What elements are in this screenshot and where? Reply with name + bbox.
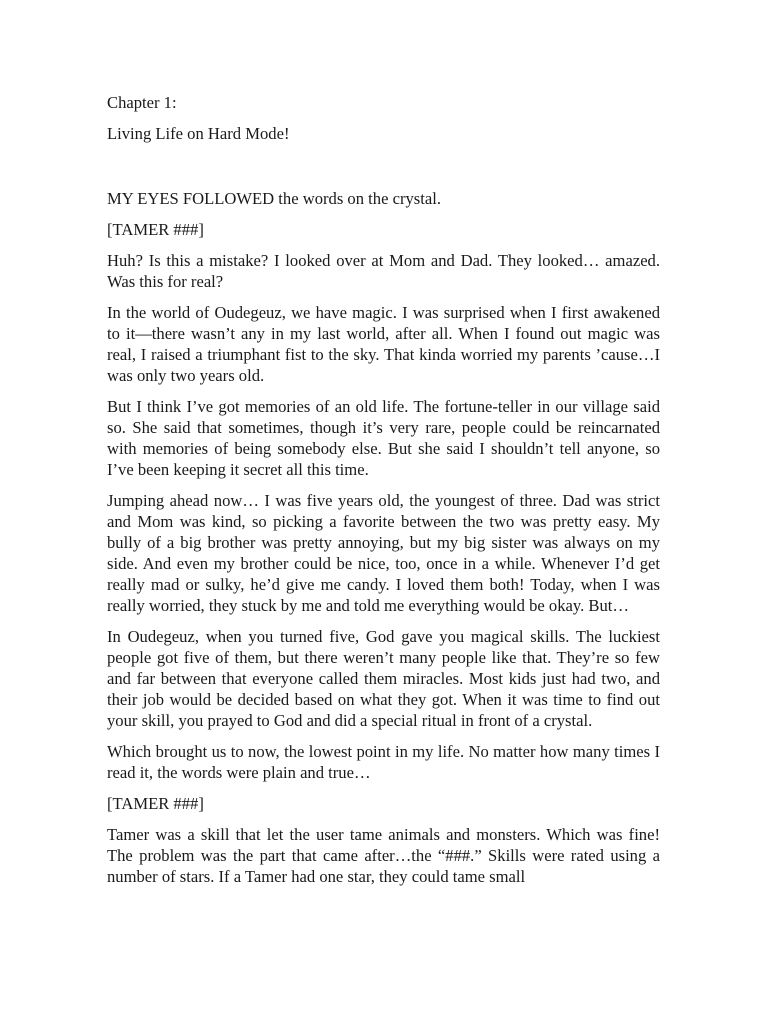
paragraph: Huh? Is this a mistake? I looked over at Mom and Dad. They looked… amazed. Was this for real? xyxy=(107,251,660,291)
paragraph: Jumping ahead now… I was five years old, the youngest of three. Dad was strict and Mom was kind, so picking a favorite between the two was pretty easy. My bully of a big brother was pretty annoying, but my big sister was always on my side. And even my brother could be nice, too, once in a while. Whenever I’d get really mad or sulky, he’d give me candy. I loved them both! Today, when I was really worried, they stuck by me and told me everything would be okay. But… xyxy=(107,491,660,615)
paragraph: In the world of Oudegeuz, we have magic. I was surprised when I first awakened to it—there wasn’t any in my last world, after all. When I found out magic was real, I raised a triumphant fist to the sky. That kinda worried my parents ’cause…I was only two years old. xyxy=(107,303,660,385)
paragraph: [TAMER ###] xyxy=(107,220,204,239)
chapter-title: Living Life on Hard Mode! xyxy=(107,124,290,143)
document-body xyxy=(107,92,660,897)
chapter-label: Chapter 1: xyxy=(107,93,177,112)
paragraph: MY EYES FOLLOWED the words on the crystal. xyxy=(107,189,441,208)
paragraph: Which brought us to now, the lowest point in my life. No matter how many times I read it, the words were plain and true… xyxy=(107,742,660,782)
paragraph: In Oudegeuz, when you turned five, God gave you magical skills. The luckiest people got five of them, but there weren’t many people like that. They’re so few and far between that everyone called them miracles. Most kids just had two, and their job would be decided based on what they got. When it was time to find out your skill, you prayed to God and did a special ritual in front of a crystal. xyxy=(107,627,660,730)
paragraph: [TAMER ###] xyxy=(107,794,204,813)
paragraph: But I think I’ve got memories of an old life. The fortune-teller in our village said so. She said that sometimes, though it’s very rare, people could be reincarnated with memories of being somebody else. But she said I shouldn’t tell anyone, so I’ve been keeping it secret all this time. xyxy=(107,397,660,479)
paragraph: Tamer was a skill that let the user tame animals and monsters. Which was fine! The problem was the part that came after…the “###.” Skills were rated using a number of stars. If a Tamer had one star, they could tame small xyxy=(107,825,660,886)
